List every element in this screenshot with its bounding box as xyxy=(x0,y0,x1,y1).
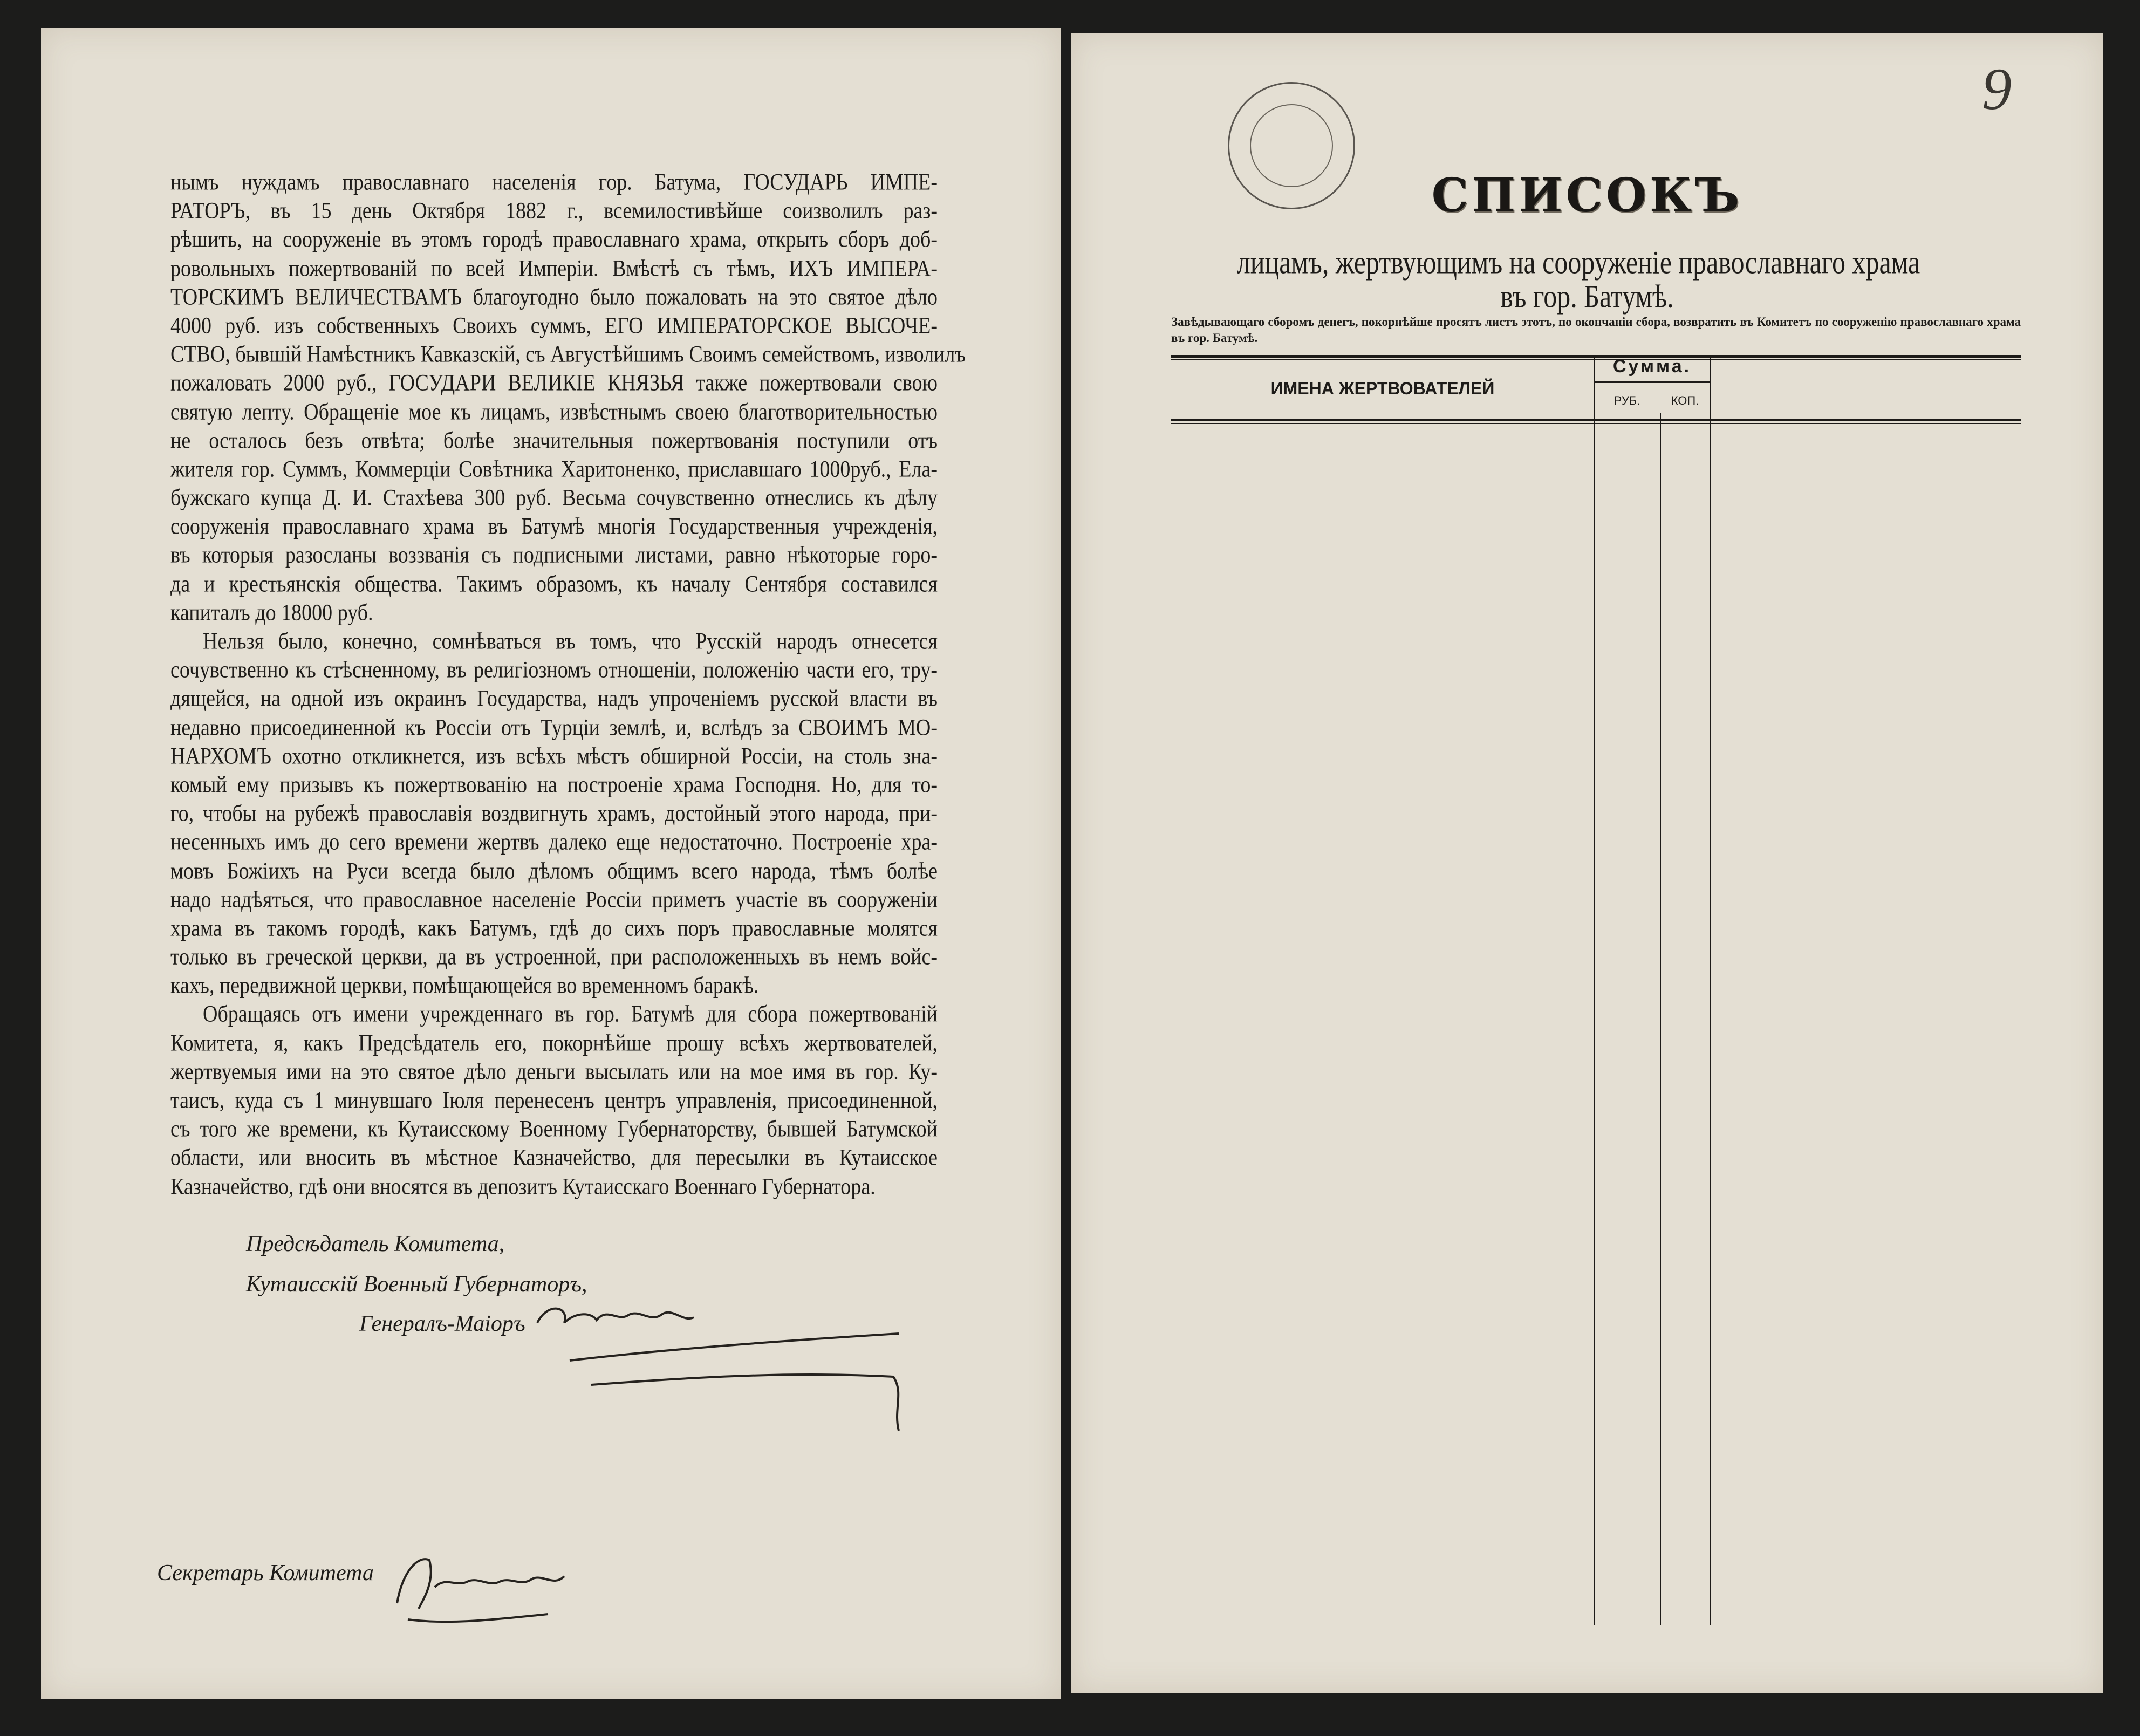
document-subtitle: лицамъ, жертвующимъ на сооруженіе православнаго храма xyxy=(1236,244,1920,281)
text-line: НАРХОМЪ охотно откликнется, изъ всѣхъ мѣстъ обширной Россіи, на столь зна- xyxy=(170,743,938,769)
appeal-text xyxy=(170,168,966,1201)
header-sum: Сумма. xyxy=(1612,356,1692,377)
column-divider xyxy=(1660,413,1661,1625)
text-line: Обращаясь отъ имени учрежденнаго въ гор. Батумѣ для сбора пожертвованій xyxy=(203,1001,938,1028)
text-line: 4000 руб. изъ собственныхъ Своихъ суммъ, ЕГО ИМПЕРАТОРСКОЕ ВЫСОЧЕ- xyxy=(170,312,938,339)
text-line: комый ему призывъ къ пожертвованію на построеніе храма Господня. Но, для то- xyxy=(170,771,938,798)
text-line: съ того же времени, къ Кутаисскому Военному Губернаторству, бывшей Батумской xyxy=(170,1116,938,1143)
donor-table xyxy=(1171,355,2021,1660)
signature-title-governor: Кутаисскій Военный Губернаторъ, xyxy=(246,1272,587,1297)
secretary-signature xyxy=(386,1539,580,1636)
table-header-rule xyxy=(1171,419,2021,424)
header-kopecks: КОП. xyxy=(1671,394,1699,407)
text-line: надо надѣяться, что православное населеніе Россіи приметъ участіе въ сооруженіи xyxy=(170,886,938,913)
text-line: СТВО, бывшій Намѣстникъ Кавказскій, съ Августѣйшимъ Своимъ семействомъ, изволилъ xyxy=(170,341,966,368)
text-line: таисъ, куда съ 1 минувшаго Іюля перенесенъ центръ управленія, присоединенной, xyxy=(170,1087,938,1114)
text-line: дящейся, на одной изъ окраинъ Государства, надъ упроченіемъ русской власти въ xyxy=(170,686,938,712)
collection-note: Завѣдывающаго сборомъ денегъ, покорнѣйше просятъ листъ этотъ, по окончаніи сбора, возвратить въ Комитетъ по сооруженію православнаго храма въ гор. Батумѣ. xyxy=(1171,315,2021,345)
text-line: бужскаго купца Д. И. Стахѣева 300 руб. Весьма сочувственно отнеслись къ дѣлу xyxy=(170,484,938,511)
text-line: го, чтобы на рубежѣ православія воздвигнуть храмъ, достойный этого народа, при- xyxy=(170,800,938,827)
header-rubles: РУБ. xyxy=(1613,394,1640,407)
text-line: РАТОРЪ, въ 15 день Октября 1882 г., всемилостивѣйше соизволилъ раз- xyxy=(170,197,938,224)
text-line: кахъ, передвижной церкви, помѣщающейся во временномъ баракѣ. xyxy=(170,973,759,999)
text-line: области, или вносить въ мѣстное Казначейство, для пересылки въ Кутаисское xyxy=(170,1145,938,1171)
text-line: жертвуемыя ими на это святое дѣло деньги высылать или на мое имя въ гор. Ку- xyxy=(170,1058,938,1085)
text-line: недавно присоединенной къ Россіи отъ Турціи землѣ, и, вслѣдъ за СВОИМЪ МО- xyxy=(170,714,938,741)
page-number: 9 xyxy=(1982,56,2012,122)
chairman-signature xyxy=(527,1290,915,1474)
text-line: да и крестьянскія общества. Такимъ образомъ, къ началу Сентября составился xyxy=(170,571,938,597)
signature-title-rank: Генералъ-Маіоръ xyxy=(359,1311,525,1336)
sum-underline xyxy=(1594,381,1710,383)
text-line: Казначейство, гдѣ они вносятся въ депозитъ Кутаисскаго Военнаго Губернатора. xyxy=(170,1173,876,1200)
text-line: ТОРСКИМЪ ВЕЛИЧЕСТВАМЪ благоугодно было пожаловать на это святое дѣло xyxy=(170,284,938,310)
header-donor-names: ИМЕНА ЖЕРТВОВАТЕЛЕЙ xyxy=(1270,379,1495,398)
signature-title-chairman: Предсѣдатель Комитета, xyxy=(246,1232,505,1256)
text-line: не осталось безъ отвѣта; болѣе значительныя пожертвованія поступили отъ xyxy=(170,427,938,454)
text-line: Нельзя было, конечно, сомнѣваться въ томъ, что Русскій народъ отнесется xyxy=(203,628,938,655)
text-line: мовъ Божіихъ на Руси всегда было дѣломъ общимъ всего народа, тѣмъ болѣе xyxy=(170,858,938,884)
text-line: святую лепту. Обращеніе мое къ лицамъ, извѣстнымъ своею благотворительностью xyxy=(170,399,938,425)
text-line: Комитета, я, какъ Предсѣдатель его, покорнѣйше прошу всѣхъ жертвователей, xyxy=(170,1030,938,1056)
right-page xyxy=(1071,33,2103,1693)
text-line: пожаловать 2000 руб., ГОСУДАРИ ВЕЛИКІЕ КНЯЗЬЯ также пожертвовали свою xyxy=(170,370,938,397)
text-line: храма въ такомъ городѣ, какъ Батумъ, гдѣ до сихъ поръ православные молятся xyxy=(170,915,938,941)
column-divider xyxy=(1594,355,1595,1625)
text-line: только въ греческой церкви, да въ устроенной, при расположенныхъ въ немъ войс- xyxy=(170,944,938,970)
left-page xyxy=(41,28,1061,1699)
text-line: жителя гор. Суммъ, Коммерціи Совѣтника Харитоненко, приславшаго 1000руб., Ела- xyxy=(170,456,938,482)
text-line: несенныхъ имъ до сего времени жертвъ далеко еще недостаточно. Построеніе хра- xyxy=(170,829,938,856)
text-line: рѣшить, на сооруженіе въ этомъ городѣ православнаго храма, открыть сборъ доб- xyxy=(170,227,938,253)
text-line: нымъ нуждамъ православнаго населенія гор. Батума, ГОСУДАРЬ ИМПЕ- xyxy=(170,169,938,196)
document-title: СПИСОКЪ xyxy=(1431,168,1743,223)
text-line: капиталъ до 18000 руб. xyxy=(170,599,373,626)
text-line: въ которыя разосланы воззванія съ подписными листами, равно нѣкоторые горо- xyxy=(170,542,938,569)
secretary-title: Секретарь Комитета xyxy=(157,1561,374,1585)
column-divider xyxy=(1710,355,1711,1625)
text-line: сооруженія православнаго храма въ Батумѣ многія Государственныя учрежденія, xyxy=(170,514,938,540)
text-line: ровольныхъ пожертвованій по всей Имперіи. Вмѣстѣ съ тѣмъ, ИХЪ ИМПЕРА- xyxy=(170,255,938,282)
document-city: въ гор. Батумѣ. xyxy=(1500,278,1674,315)
text-line: сочувственно къ стѣсненному, въ религіозномъ отношеніи, положенію части его, тру- xyxy=(170,657,938,684)
